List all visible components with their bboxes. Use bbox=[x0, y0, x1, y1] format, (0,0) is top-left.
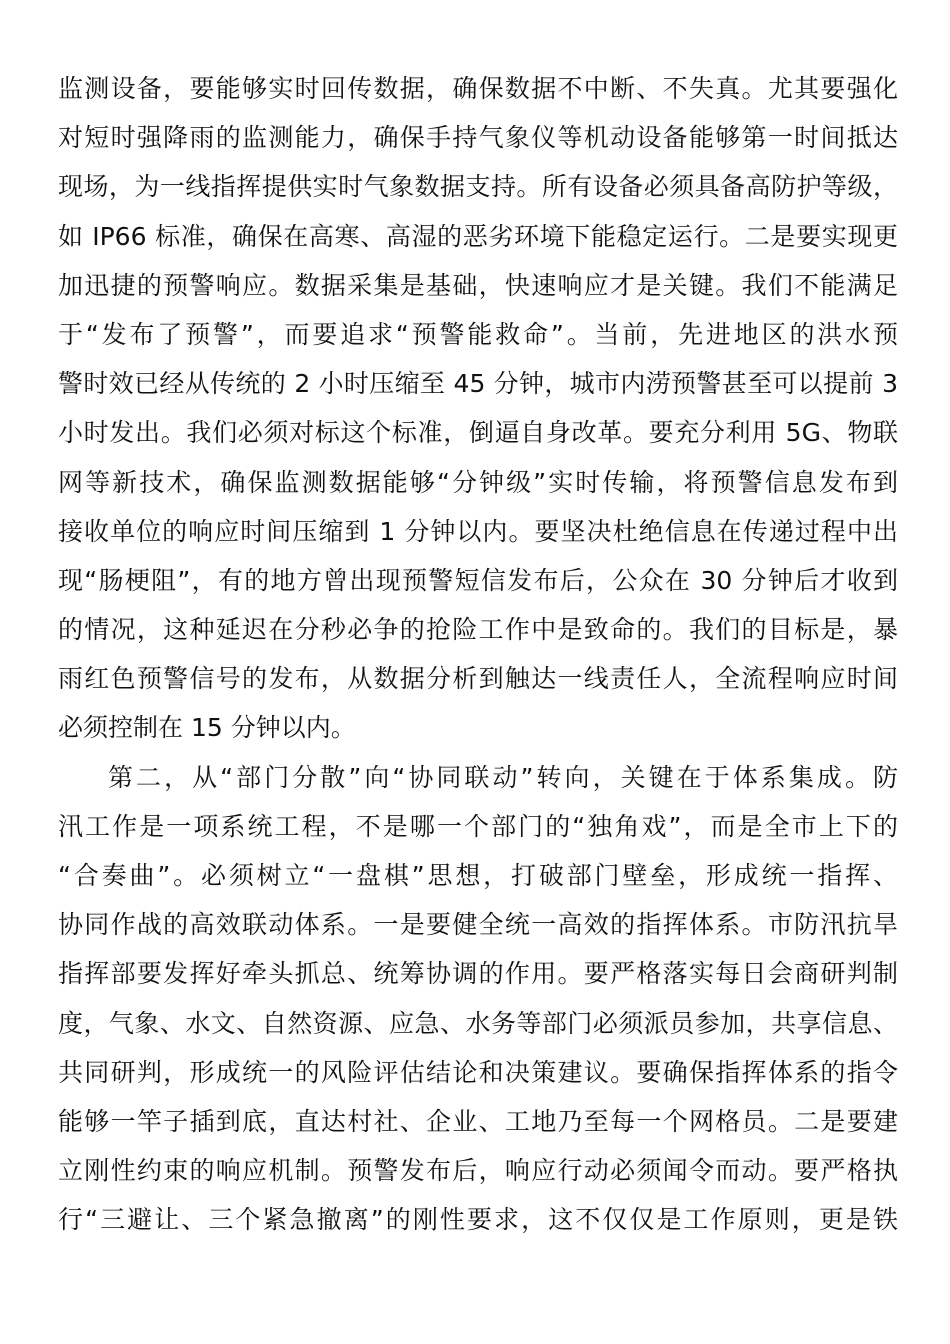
text-line: 监测设备，要能够实时回传数据，确保数据不中断、不失真。尤其要强化 bbox=[58, 74, 898, 103]
text-line: 接收单位的响应时间压缩到 1 分钟以内。要坚决杜绝信息在传递过程中出 bbox=[58, 516, 898, 546]
text-line: 加迅捷的预警响应。数据采集是基础，快速响应才是关键。我们不能满足 bbox=[58, 270, 898, 300]
document-body bbox=[58, 64, 898, 1245]
text-line: 指挥部要发挥好牵头抓总、统筹协调的作用。要严格落实每日会商研判制 bbox=[58, 959, 898, 989]
text-line: 现场，为一线指挥提供实时气象数据支持。所有设备必须具备高防护等级， bbox=[58, 172, 898, 202]
text-line: 度，气象、水文、自然资源、应急、水务等部门必须派员参加，共享信息、 bbox=[58, 1008, 898, 1038]
text-line: 立刚性约束的响应机制。预警发布后，响应行动必须闻令而动。要严格执 bbox=[58, 1156, 898, 1186]
text-line: 如 IP66 标准，确保在高寒、高湿的恶劣环境下能稳定运行。二是要实现更 bbox=[58, 221, 898, 251]
text-line: 对短时强降雨的监测能力，确保手持气象仪等机动设备能够第一时间抵达 bbox=[58, 123, 898, 153]
text-line: 行“三避让、三个紧急撤离”的刚性要求，这不仅仅是工作原则，更是铁 bbox=[58, 1205, 898, 1235]
text-line: 现“肠梗阻”，有的地方曾出现预警短信发布后，公众在 30 分钟后才收到 bbox=[58, 565, 898, 595]
text-line: 雨红色预警信号的发布，从数据分析到触达一线责任人，全流程响应时间 bbox=[58, 664, 898, 694]
text-line: 警时效已经从传统的 2 小时压缩至 45 分钟，城市内涝预警甚至可以提前 3 bbox=[58, 369, 898, 399]
paragraph-1 bbox=[58, 64, 898, 753]
text-line: 能够一竿子插到底，直达村社、企业、工地乃至每一个网格员。二是要建 bbox=[58, 1106, 898, 1136]
text-line: 协同作战的高效联动体系。一是要健全统一高效的指挥体系。市防汛抗旱 bbox=[58, 910, 898, 940]
paragraph-2 bbox=[58, 753, 898, 1245]
text-line: 第二，从“部门分散”向“协同联动”转向，关键在于体系集成。防 bbox=[108, 762, 898, 792]
text-line: 汛工作是一项系统工程，不是哪一个部门的“独角戏”，而是全市上下的 bbox=[58, 811, 898, 841]
text-line: 网等新技术，确保监测数据能够“分钟级”实时传输，将预警信息发布到 bbox=[58, 467, 898, 497]
text-line: 于“发布了预警”，而要追求“预警能救命”。当前，先进地区的洪水预 bbox=[58, 319, 898, 349]
text-line: “合奏曲”。必须树立“一盘棋”思想，打破部门壁垒，形成统一指挥、 bbox=[58, 861, 898, 890]
text-line: 共同研判，形成统一的风险评估结论和决策建议。要确保指挥体系的指令 bbox=[58, 1057, 898, 1087]
text-line: 小时发出。我们必须对标这个标准，倒逼自身改革。要充分利用 5G、物联 bbox=[58, 418, 898, 448]
text-line: 必须控制在 15 分钟以内。 bbox=[58, 713, 356, 743]
text-line: 的情况，这种延迟在分秒必争的抢险工作中是致命的。我们的目标是，暴 bbox=[58, 615, 898, 645]
